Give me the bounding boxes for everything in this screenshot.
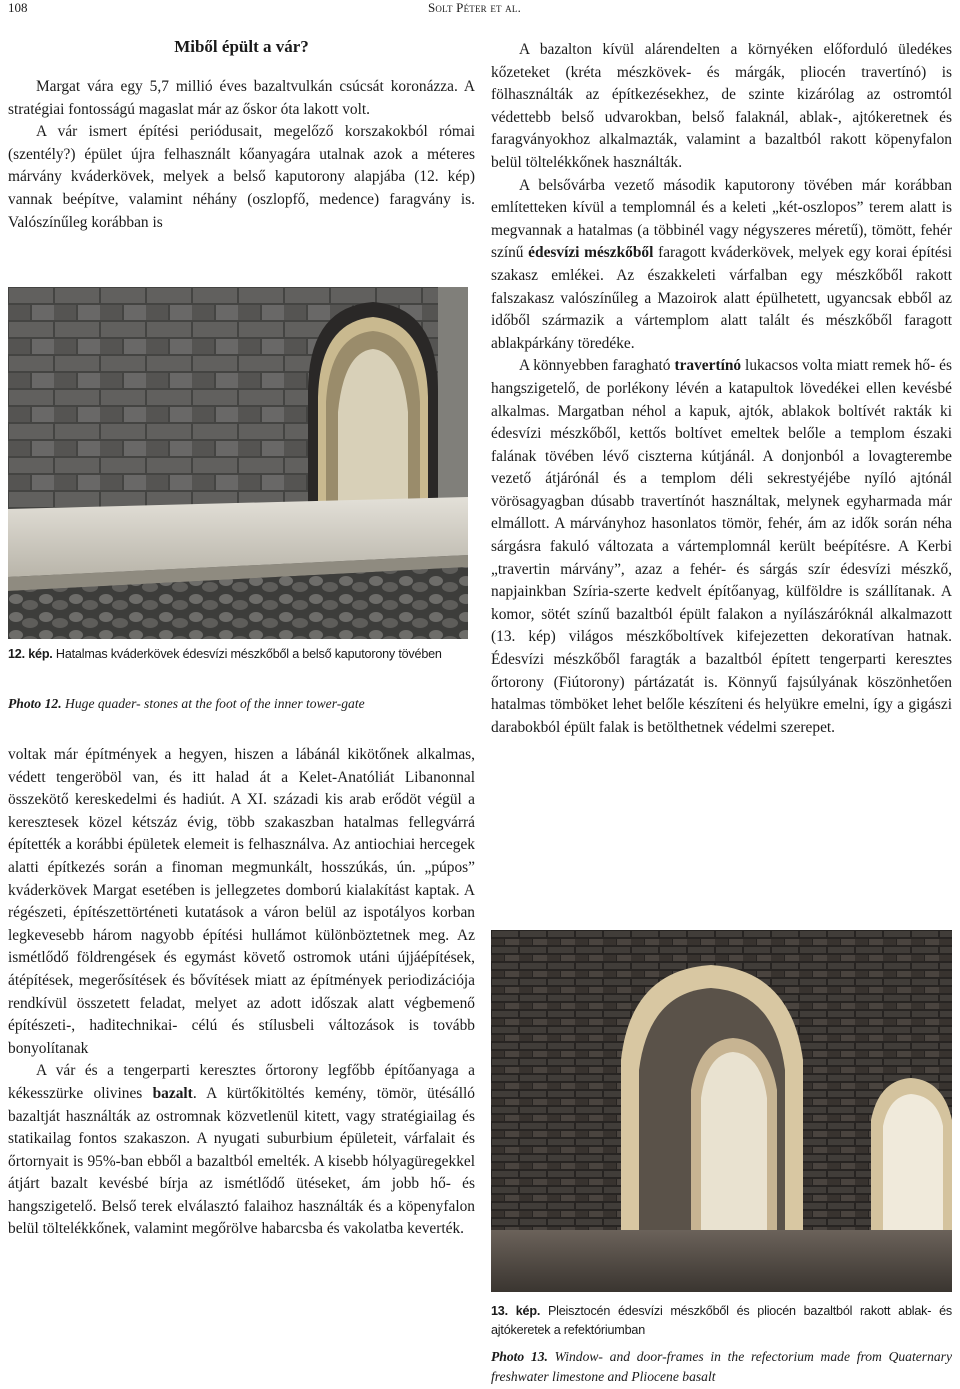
caption-text: Pleisztocén édesvízi mészkőből és pliocén bazaltból rakott ablak- és ajtókeretek a refektóriumban: [491, 1304, 952, 1337]
paragraph: Margat vára egy 5,7 millió éves bazaltvulkán csúcsát koronázza. A stratégiai fontosságú magaslat már az őskor óta lakott volt.: [8, 78, 475, 118]
photo-12: [8, 287, 468, 639]
left-column-bottom: [8, 744, 475, 1241]
figure-caption-en: [8, 694, 475, 714]
left-column-top: [8, 36, 475, 234]
figure-label: 13. kép.: [491, 1304, 541, 1318]
text-run: faragott kváderkövek, melyek egy korai építési szakasz emlékei. Az északkeleti várfalban egy mészkőből rakott falszakasz valószínűleg a Mazoirok alatt épülhetett, ugyancsak ebből az időből származik a vártemplom alatt talált és mészkőből faragott ablakpárkány töredéke.: [491, 244, 952, 352]
right-column-top: [491, 39, 952, 739]
photo-12-image: [8, 287, 468, 639]
figure-caption-hu: [8, 645, 475, 664]
text-run: A könnyebben faragható: [519, 357, 675, 375]
figure-label: 12. kép.: [8, 647, 53, 661]
page-number: 108: [8, 0, 28, 15]
paragraph: [8, 1060, 475, 1241]
figure-label: Photo 12.: [8, 696, 62, 711]
paragraph: [491, 355, 952, 739]
text-run-bold: édesvízi mészkőből: [528, 244, 654, 262]
photo-13-image: [491, 930, 952, 1292]
running-author: Solt Péter et al.: [428, 0, 522, 15]
photo-13: [491, 930, 952, 1292]
paragraph: A vár ismert építési periódusait, megelőző korszakokból római (szentély?) épület újra felhasznált kőanyagára utalnak azok a méteres márvány kváderkövek, melyek a belső kaputorony alapjába (12. kép) vannak beépítve, valamint néhány (oszlopfő, medence) faragvány is. Valószínűleg korábban is: [8, 123, 475, 231]
section-title: Miből épült a vár?: [174, 37, 309, 56]
figure-caption-en: [491, 1347, 952, 1387]
text-run: . A kürtőkitöltés kemény, tömör, ütésálló bazaltját használták az ostromnak közvetlenül kitett, vagy stratégiailag és statikailag fontos szakaszon. A nyugati suburbium épületeit, várfalait és őrtornyait is 95%-ban ebből a bazaltból emelték. A kisebb hólyagüregekkel átjárt bazalt kevésbé bírja az ismétlődő ütéseket, ám jobb hő- és hangszigetelő. Belső terek elválasztó falaihoz használták és a köpenyfalon belül töltelékkőnek, valamint megőrölve habarcsba és vakolatba keverték.: [8, 1084, 475, 1238]
caption-text: Hatalmas kváderkövek édesvízi mészkőből a belső kaputorony tövében: [55, 647, 442, 661]
paragraph: voltak már építmények a hegyen, hiszen a lábánál kikötőnek alkalmas, védett tengeröböl van, és itt halad át a Kelet-Anatóliát Libanonnal összekötő kereskedelmi és hadiút. A XI. századi kis arab erődöt végül a keresztesek közel kétszáz évig, több szakaszban hatalmas fellegvárrá építették a korábbi épületek elemeit is felhasználva. Az antiochiai hercegek alatti építkezés során a finoman megmunkált, hosszúkás, ún. „púpos” kváderkövek Margat esetében is jellegzetes domború kialakítást kaptak. A régészeti, építészettörténeti kutatások a váron belül az ispotályos korban legkevesebb három nagyobb építési hullámot különböztetnek meg. Az ismétlődő földrengések és egymást követő ostromok utáni újjáépítések, átépítések, megerősítések és bővítések miatt az építmények periodizációja rendkívül összetett feladat, melyet az adott időszak alatt végbemenő építészeti-, haditechnikai- célú és stílusbeli változások is tovább bonyolítanak: [8, 746, 475, 1057]
figure-caption-hu: [491, 1302, 952, 1340]
text-run-bold: bazalt: [152, 1084, 193, 1102]
paragraph: A bazalton kívül alárendelten a környéken előforduló üledékes kőzeteket (kréta mészkövek- és márgák, pliocén travertínó) is fölhasználták az építkezésekhez, de szinte kizárólag az ostromtól védettebb belső udvarokban, belső falaknál, ablak-, ajtókeretnek és faragványokhoz alkalmazták, valamint a bazaltból rakott köpenyfalon belül töltelékkőnek használták.: [491, 41, 952, 171]
caption-text: Huge quader- stones at the foot of the inner tower-gate: [65, 696, 365, 711]
text-run: lukacsos volta miatt remek hő- és hangszigetelő, de porlékony lévén a katapultok lövedékei ellen kevésbé alkalmas. Margatban néhol a kapuk, ajtók, ablakok boltívét rakták ki édesvízi mészkőből, kettős boltívet emeltek belőle a templom északi falának tövében lévő ciszterna kútjánál. A donjonból a lovagterembe vezető átjárónál és a templom déli sekrestyéjébe nyíló ajtónál vörösagyagban dúsabb travertínót használtak, melynek egyharmada már elmállott. A márványhoz hasonlatos tömör, fehér, ám az idők során néha sárgásra fakuló változata a vártemplomnál került beépítésre. A Kerbi „travertin márvány”, azaz a fehér- és sárgás szír édesvízi mészkő, napjainkban Szíria-szerte kedvelt építőanyag, külföldre is szállítanak. A komor, sötét színű bazaltból épült falakon a nyílászáróknál alkalmazott (13. kép) világos mészkőboltívek kifejezetten dekoratívan hatnak. Édesvízi mészkőből faragták a bazaltból épített tengerparti keresztes őrtorony (Fiútorony) pártázatát is. Könnyű fajsúlyának köszönhetően hatalmas tömböket lehet belőle készíteni és helyükre emelni, így a gigászi darabokból épült falak is betölthetnek védelmi szerepet.: [491, 357, 952, 736]
caption-text: Window- and door-frames in the refectorium made from Quaternary freshwater limestone and Pliocene basalt: [491, 1349, 952, 1384]
figure-label: Photo 13.: [491, 1349, 548, 1364]
text-run-bold: travertínó: [674, 357, 742, 375]
text-run: A vár és a tengerparti keresztes őrtorony legfőbb építőanyaga a kékesszürke olivines: [8, 1062, 475, 1102]
text-run: A belsővárba vezető második kaputorony tövében már korábban említetteken kívül a templomnál és a keleti „két-oszlopos” terem alatt is megvannak a hatalmas (a többinél vagy négyszeres méretű), tömött, fehér színű: [491, 176, 952, 262]
paragraph: [491, 175, 952, 356]
